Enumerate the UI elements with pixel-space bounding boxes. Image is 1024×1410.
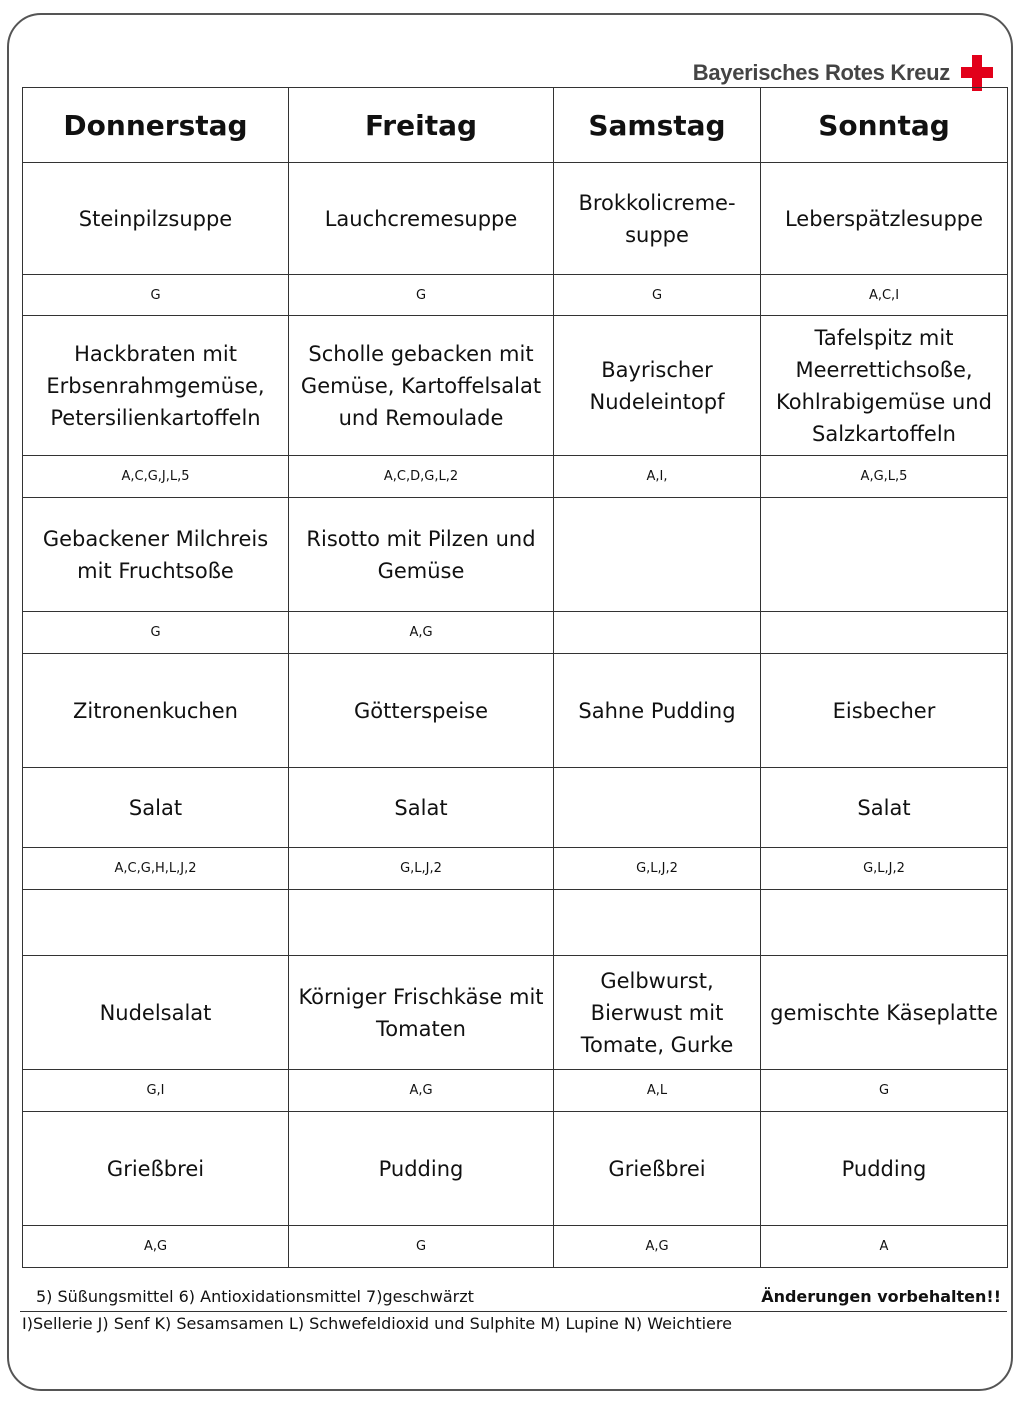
allergen-row	[23, 275, 1008, 316]
allergen-codes: A,C,G,H,L,J,2	[23, 848, 289, 890]
dish-name: gemischte Käseplatte	[761, 956, 1008, 1070]
dish-name: Risotto mit Pilzen und Gemüse	[289, 498, 554, 612]
dish-row	[23, 1112, 1008, 1226]
allergen-codes: G,I	[23, 1070, 289, 1112]
allergen-row	[23, 1226, 1008, 1268]
empty-cell	[554, 890, 761, 956]
dish-name: Grießbrei	[23, 1112, 289, 1226]
footer-additives-line	[36, 1287, 1001, 1306]
dish-row	[23, 316, 1008, 456]
allergen-codes	[761, 612, 1008, 654]
allergen-codes: G	[761, 1070, 1008, 1112]
dish-name	[554, 498, 761, 612]
allergen-codes: A,C,I	[761, 275, 1008, 316]
allergen-codes	[554, 612, 761, 654]
dish-row	[23, 654, 1008, 768]
empty-cell	[761, 890, 1008, 956]
dish-name: Salat	[23, 768, 289, 848]
dish-name: Gebackener Milchreis mit Fruchtsoße	[23, 498, 289, 612]
allergen-codes: A,G,L,5	[761, 456, 1008, 498]
dish-name: Pudding	[761, 1112, 1008, 1226]
dish-row	[23, 768, 1008, 848]
dish-name: Tafelspitz mit Meerrettichsoße, Kohlrabigemüse und Salzkartoffeln	[761, 316, 1008, 456]
day-header: Sonntag	[761, 88, 1008, 163]
empty-cell	[289, 890, 554, 956]
dish-name: Götterspeise	[289, 654, 554, 768]
empty-row	[23, 890, 1008, 956]
dish-name: Zitronenkuchen	[23, 654, 289, 768]
dish-name: Pudding	[289, 1112, 554, 1226]
dish-name	[554, 768, 761, 848]
allergen-codes: A,L	[554, 1070, 761, 1112]
allergen-codes: G	[23, 275, 289, 316]
allergen-codes: G	[289, 1226, 554, 1268]
dish-name: Salat	[289, 768, 554, 848]
day-header: Samstag	[554, 88, 761, 163]
allergen-codes: G,L,J,2	[554, 848, 761, 890]
dish-row	[23, 956, 1008, 1070]
additives-legend: 5) Süßungsmittel 6) Antioxidationsmittel 7)geschwärzt	[36, 1287, 474, 1306]
day-header: Donnerstag	[23, 88, 289, 163]
allergen-codes: A,C,D,G,L,2	[289, 456, 554, 498]
logo-text: Bayerisches Rotes Kreuz	[692, 60, 950, 85]
dish-name: Leberspätzlesuppe	[761, 163, 1008, 275]
footer-divider	[20, 1311, 1007, 1312]
allergen-codes: G,L,J,2	[289, 848, 554, 890]
menu-table	[22, 87, 1008, 1268]
allergen-codes: G	[554, 275, 761, 316]
dish-name: Gelbwurst, Bierwust mit Tomate, Gurke	[554, 956, 761, 1070]
empty-cell	[23, 890, 289, 956]
dish-name: Eisbecher	[761, 654, 1008, 768]
allergen-codes: A,G	[23, 1226, 289, 1268]
allergen-codes: A,G	[289, 612, 554, 654]
dish-name: Salat	[761, 768, 1008, 848]
dish-name: Nudelsalat	[23, 956, 289, 1070]
allergen-row	[23, 612, 1008, 654]
dish-name: Hackbraten mit Erbsenrahmgemüse, Petersilienkartoffeln	[23, 316, 289, 456]
allergens-legend: I)Sellerie J) Senf K) Sesamsamen L) Schwefeldioxid und Sulphite M) Lupine N) Weichtiere	[22, 1314, 732, 1333]
dish-name: Grießbrei	[554, 1112, 761, 1226]
allergen-codes: G	[23, 612, 289, 654]
dish-name: Steinpilzsuppe	[23, 163, 289, 275]
dish-name: Lauchcremesuppe	[289, 163, 554, 275]
allergen-codes: G	[289, 275, 554, 316]
day-header: Freitag	[289, 88, 554, 163]
allergen-codes: A,I,	[554, 456, 761, 498]
allergen-row	[23, 1070, 1008, 1112]
allergen-codes: A	[761, 1226, 1008, 1268]
dish-name: Sahne Pudding	[554, 654, 761, 768]
day-header-row	[23, 88, 1008, 163]
dish-name: Scholle gebacken mit Gemüse, Kartoffelsalat und Remoulade	[289, 316, 554, 456]
allergen-codes: A,C,G,J,L,5	[23, 456, 289, 498]
allergen-row	[23, 456, 1008, 498]
dish-name: Bayrischer Nudeleintopf	[554, 316, 761, 456]
allergen-codes: G,L,J,2	[761, 848, 1008, 890]
changes-notice: Änderungen vorbehalten!!	[761, 1287, 1001, 1306]
dish-name: Körniger Frischkäse mit Tomaten	[289, 956, 554, 1070]
dish-name: Brokkolicreme- suppe	[554, 163, 761, 275]
allergen-codes: A,G	[289, 1070, 554, 1112]
allergen-row	[23, 848, 1008, 890]
dish-row	[23, 498, 1008, 612]
dish-row	[23, 163, 1008, 275]
dish-name	[761, 498, 1008, 612]
allergen-codes: A,G	[554, 1226, 761, 1268]
